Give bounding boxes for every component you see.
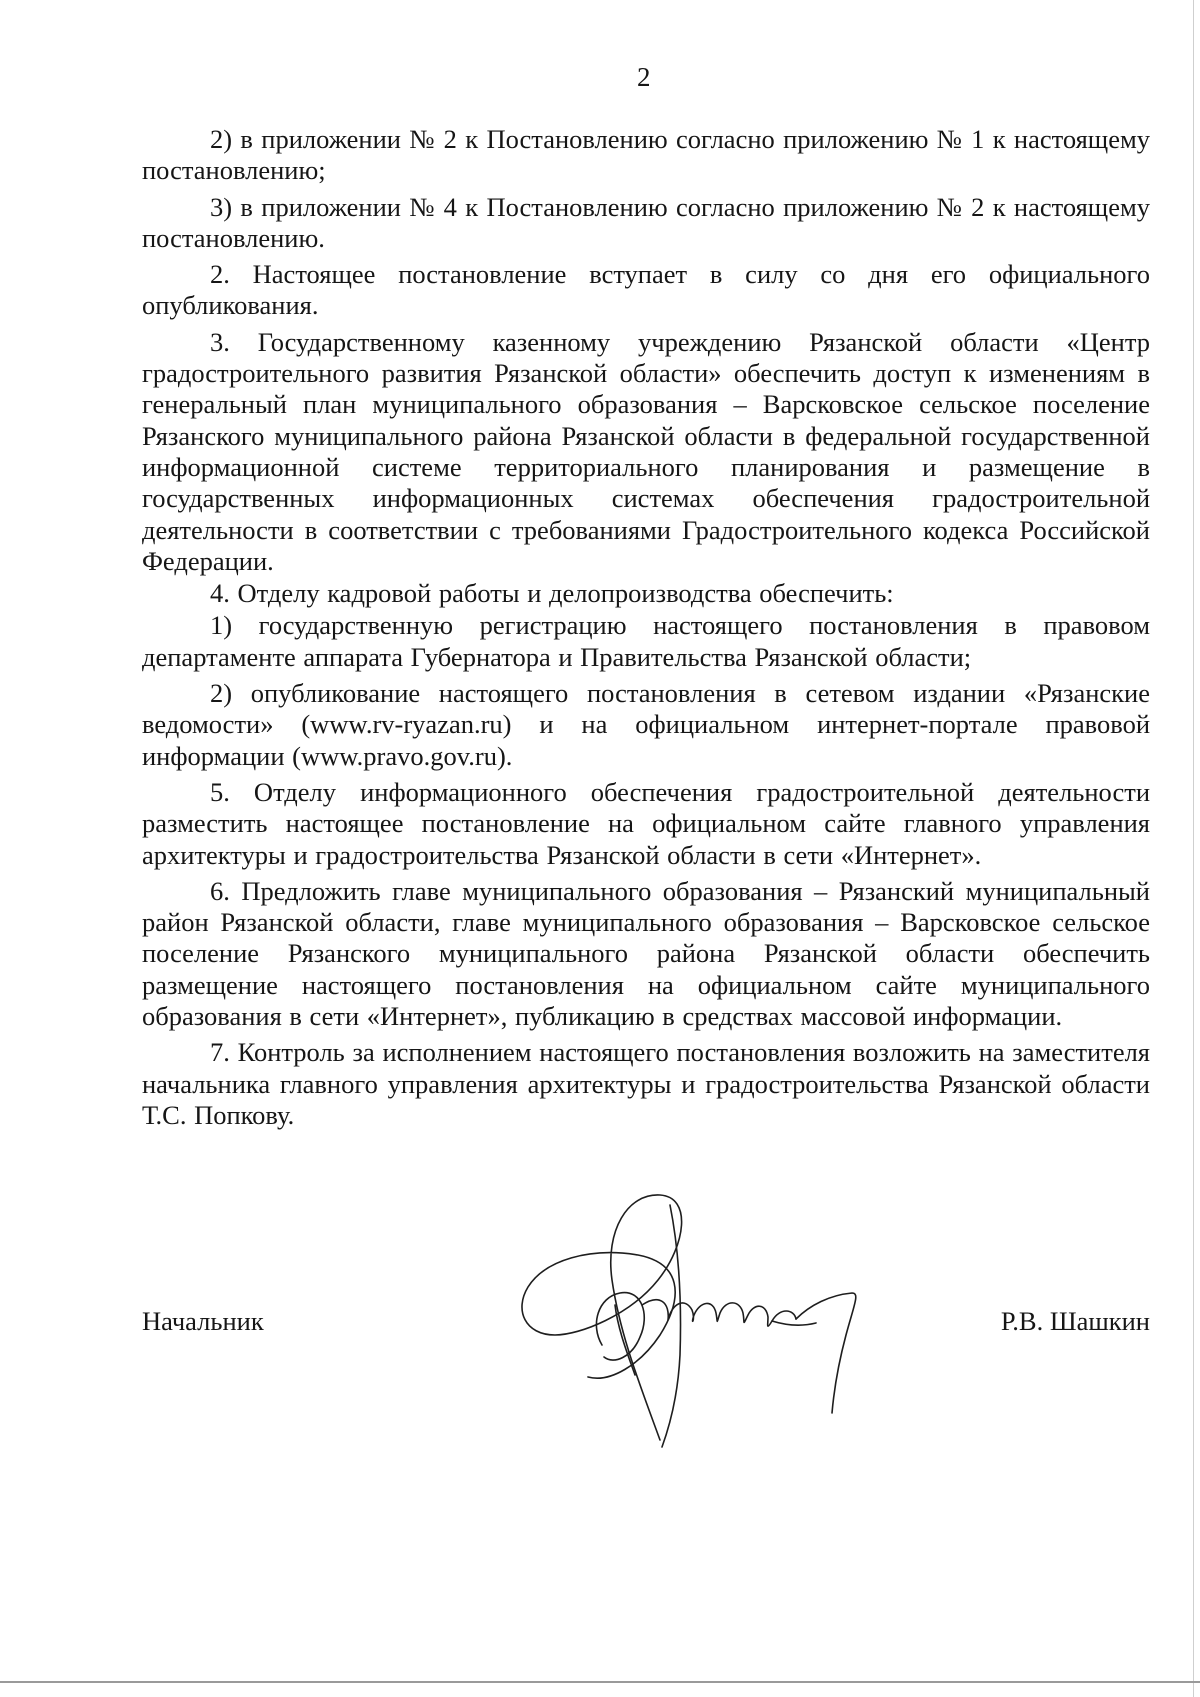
- paragraph-item-7-control: 7. Контроль за исполнением настоящего постановления возложить на заместителя начальника главного управления архитектуры и градостроительства Рязанской области Т.С. Попкову.: [142, 1037, 1150, 1130]
- paragraph-item-6-municipal: 6. Предложить главе муниципального образования – Рязанский муниципальный район Рязанской области, главе муниципального образования – Варсковское сельское поселение Рязанского муниципального района Рязанской области обеспечить размещение настоящего постановления на официальном сайте муниципального образования в сети «Интернет», публикацию в средствах массовой информации.: [142, 875, 1150, 1032]
- paragraph-item-4-1-registration: 1) государственную регистрацию настоящего постановления в правовом департаменте аппарата Губернатора и Правительства Рязанской области;: [142, 610, 1150, 672]
- paragraph-amendment-2: 2) в приложении № 2 к Постановлению согласно приложению № 1 к настоящему постановлению;: [142, 124, 1150, 186]
- signatory-title: Начальник: [142, 1306, 264, 1336]
- document-body: [142, 124, 1150, 1136]
- paragraph-item-3-access: 3. Государственному казенному учреждению Рязанской области «Центр градостроительного развития Рязанской области» обеспечить доступ к изменениям в генеральный план муниципального образования – Варсковское сельское поселение Рязанского муниципального района Рязанской области в федеральной государственной информационной системе территориального планирования и размещение в государственных информационных системах обеспечения градостроительной деятельности в соответствии с требованиями Градостроительного кодекса Российской Федерации.: [142, 326, 1150, 576]
- paragraph-item-5-website: 5. Отделу информационного обеспечения градостроительной деятельности разместить настоящее постановление на официальном сайте главного управления архитектуры и градостроительства Рязанской области в сети «Интернет».: [142, 776, 1150, 870]
- paragraph-amendment-3: 3) в приложении № 4 к Постановлению согласно приложению № 2 к настоящему постановлению.: [142, 191, 1150, 253]
- paragraph-item-4-2-publication: 2) опубликование настоящего постановления в сетевом издании «Рязанские ведомости» (www.rv-ryazan.ru) и на официальном интернет-портале правовой информации (www.pravo.gov.ru).: [142, 678, 1150, 771]
- paragraph-item-4-department: 4. Отделу кадровой работы и делопроизводства обеспечить:: [210, 578, 894, 609]
- paragraph-item-2-effective-date: 2. Настоящее постановление вступает в силу со дня его официального опубликования.: [142, 259, 1150, 321]
- scan-edge-line-right: [1193, 0, 1194, 1697]
- signatory-name: Р.В. Шашкин: [1000, 1306, 1150, 1336]
- scan-edge-line-bottom: [0, 1681, 1200, 1683]
- signature-block: [142, 1306, 1150, 1346]
- page-number: 2: [637, 62, 651, 92]
